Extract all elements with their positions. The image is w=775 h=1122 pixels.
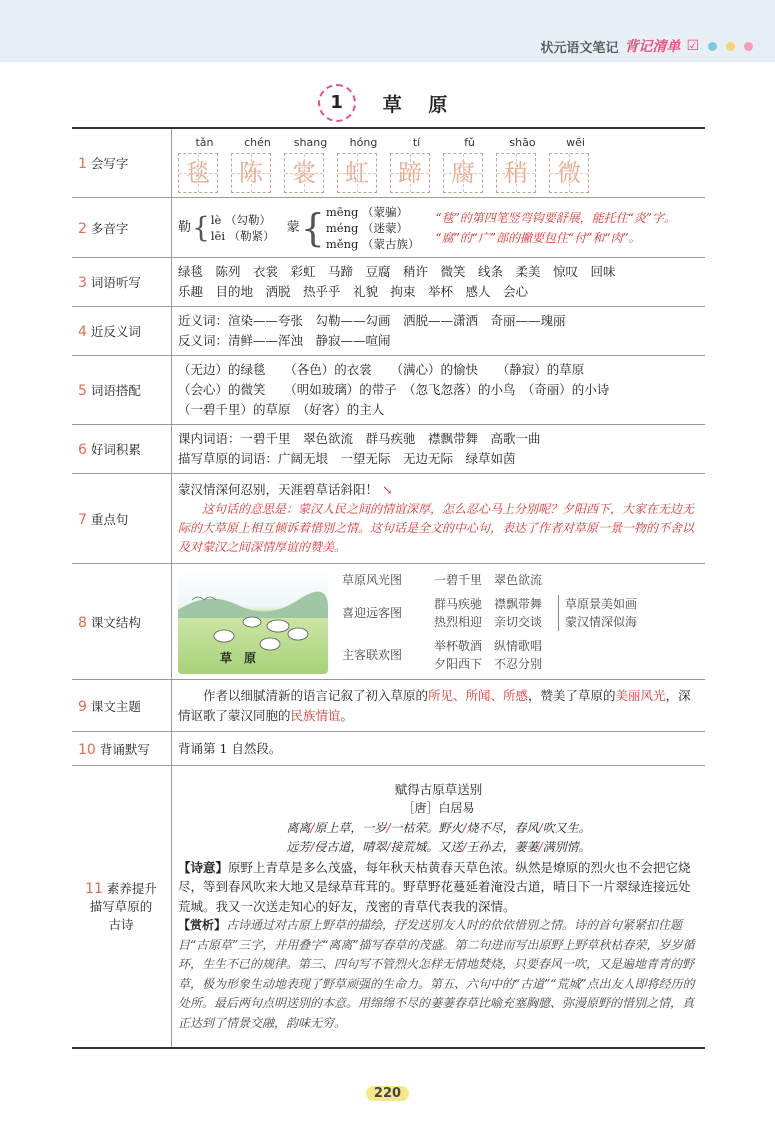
polyphone-le: 勒	[178, 219, 192, 235]
character-cell	[337, 133, 390, 193]
pinyin: shāo	[509, 136, 536, 149]
collocation-line-2: （会心）的微笑 （明如玻璃）的带子 （忽飞忽落）的小鸟 （奇丽）的小诗	[178, 382, 610, 397]
le-reading-1: lè （勾勒）	[210, 212, 271, 227]
row-label: 9 课文主题	[72, 680, 172, 732]
character-cell	[443, 133, 496, 193]
pinyin: chén	[244, 136, 271, 149]
character: 裳	[284, 153, 324, 193]
good-words-line-1: 课内词语：一碧千里 翠色欲流 群马疾驰 襟飘带舞 高歌一曲	[178, 431, 541, 446]
character: 稍	[496, 153, 536, 193]
dictation-line-1: 绿毯 陈列 衣裳 彩虹 马蹄 豆腐 稍许 微笑 线条 柔美 惊叹 回味	[178, 264, 616, 279]
meng-reading-1: mēng （蒙骗）	[325, 204, 409, 219]
row-label: 1 会写字	[72, 128, 172, 198]
lesson-name: 草 原	[382, 93, 458, 116]
row-recitation	[72, 732, 705, 766]
row-content	[172, 258, 706, 307]
scene-1-title: 草原风光图	[342, 572, 403, 587]
illustration-caption: 草 原	[220, 650, 257, 665]
grassland-illustration	[178, 570, 328, 674]
poem-title: 赋得古原草送别	[394, 781, 483, 797]
scene-3-desc-2: 夕阳西下 不忍分别	[434, 656, 543, 671]
scene-1-desc: 一碧千里 翠色欲流	[434, 572, 543, 587]
character-grid	[178, 133, 699, 193]
row-label: 11 素养提升 描写草原的 古诗	[72, 766, 172, 1048]
pinyin: tí	[412, 136, 421, 149]
character: 蹄	[390, 153, 430, 193]
pinyin: wēi	[566, 136, 585, 149]
row-content	[172, 474, 706, 564]
good-words-line-2: 描写草原的词语：广阔无垠 一望无际 无边无际 绿草如茵	[178, 451, 516, 466]
character-cell	[390, 133, 443, 193]
synonyms-line: 近义词：渲染——夸张 勾勒——勾画 洒脱——潇洒 奇丽——瑰丽	[178, 313, 566, 328]
dictation-line-2: 乐趣 目的地 洒脱 热乎乎 礼貌 拘束 举杯 感人 会心	[178, 284, 529, 299]
le-reading-2: lēi （勒紧）	[210, 228, 275, 243]
theme-text: 作者以细腻清新的语言记叙了初入草原的所见、所闻、所感，赞美了草原的美丽风光，深情讴歌了蒙汉同胞的民族情谊。	[178, 687, 691, 723]
row-label: 5 词语搭配	[72, 356, 172, 425]
row-structure	[72, 564, 705, 680]
row-synonyms	[72, 307, 705, 356]
poem-author: ［唐］白居易	[402, 801, 475, 815]
row-content	[172, 564, 706, 680]
writing-tip-1: “毯”的第四笔竖弯钩要舒展，能托住“炎”字。	[435, 210, 677, 225]
row-label: 4 近反义词	[72, 307, 172, 356]
brand-header	[540, 36, 753, 56]
scene-2-desc-1: 群马疾驰 襟飘带舞	[434, 596, 543, 611]
character-cell	[496, 133, 549, 193]
top-banner	[0, 0, 775, 62]
summary-1: 草原景美如画	[565, 596, 638, 611]
row-label: 10 背诵默写	[72, 732, 172, 766]
row-good-words	[72, 425, 705, 474]
character: 陈	[231, 153, 271, 193]
row-content	[172, 680, 706, 732]
row-poem	[72, 766, 705, 1048]
row-label: 2 多音字	[72, 198, 172, 258]
polyphone-meng: 蒙	[286, 219, 300, 235]
poem-verse-1: 离离/原上草，一岁/一枯荣。野火/烧不尽，春风/吹又生。	[286, 820, 591, 835]
meng-reading-3: měng （蒙古族）	[325, 236, 420, 251]
character-cell	[549, 133, 602, 193]
row-label: 3 词语听写	[72, 258, 172, 307]
poem-verse-2: 远芳/侵古道，晴翠/接荒城。又送/王孙去，萋萋/满别情。	[286, 840, 591, 854]
scene-3-title: 主客联欢图	[342, 647, 403, 662]
pinyin: shang	[293, 136, 328, 149]
pinyin: tǎn	[195, 136, 214, 149]
poem-appreciation: 【赏析】古诗通过对古原上野草的描绘，抒发送别友人时的依依惜别之情。诗的首句紧紧扣住题目“古原草”三字，并用叠字“离离”描写春草的茂盛。第二句进而写出原野上野草秋枯春荣，岁岁循环，生生不已的规律。第三、四句写不管烈火怎样无情地焚烧，只要春风一吹，又是遍地青青的野草，极为形象生动地表现了野草顽强的生命力。第五、六句中的“古道”“荒城”点出友人即将经历的处所。最后两句点明送别的本意。用绵绵不尽的萋萋春草比喻充塞胸臆、弥漫原野的惜别之情，真正达到了情景交融，韵味无穷。	[178, 918, 695, 1030]
row-content	[172, 128, 706, 198]
dot-icon	[726, 42, 735, 51]
arrow-icon: ↘	[382, 482, 393, 497]
study-table	[72, 127, 705, 1049]
row-collocation	[72, 356, 705, 425]
antonyms-line: 反义词：清鲜——浑浊 静寂——喧闹	[178, 333, 391, 348]
character: 微	[549, 153, 589, 193]
collocation-line-3: （一碧千里）的草原 （好客）的主人	[178, 402, 385, 417]
scene-2-title: 喜迎远客图	[342, 605, 403, 620]
checkmark-icon: ☑	[686, 38, 699, 54]
page-number: 220	[366, 1086, 409, 1101]
meng-reading-2: méng （迷蒙）	[325, 220, 409, 235]
row-label: 8 课文结构	[72, 564, 172, 680]
character: 虹	[337, 153, 377, 193]
row-dictation	[72, 258, 705, 307]
row-content	[172, 356, 706, 425]
row-content: 背诵第 1 自然段。	[172, 732, 706, 766]
row-key-sentence	[72, 474, 705, 564]
row-content: 勒 { lè （勾勒） lēi （勒紧） 蒙 { mēng （蒙骗） méng （迷蒙） měng （蒙古族） “毯”的第四笔竖弯钩要舒展，能托住“炎”字。 “腐”的“广”部的撇要包住“付”和“肉”。	[172, 198, 706, 258]
row-content	[172, 766, 706, 1048]
dot-icon	[708, 42, 717, 51]
key-sentence: 蒙汉情深何忍别，天涯碧草话斜阳！ ↘	[178, 482, 393, 497]
pinyin: fǔ	[464, 136, 475, 149]
key-sentence-explanation: 这句话的意思是：蒙汉人民之间的情谊深厚，怎么忍心马上分别呢？夕阳西下，大家在无边无际的大草原上相互倾诉着惜别之情。这句话是全文的中心句，表达了作者对草原一景一物的不舍以及对蒙汉之间深情厚谊的赞美。	[178, 502, 695, 554]
poem-meaning: 【诗意】原野上青草是多么茂盛，每年秋天枯黄春天草色浓。纵然是燎原的烈火也不会把它烧尽，等到春风吹来大地又是绿草茸茸的。野草野花蔓延着淹没古道，晴日下一片翠绿连接远处荒城。我又一次送走知心的好友，茂密的青草代表我的深情。	[178, 859, 691, 914]
page-footer	[0, 1082, 775, 1101]
book-title: 状元语文笔记	[540, 40, 619, 56]
character: 腐	[443, 153, 483, 193]
lesson-title	[0, 84, 775, 122]
row-polyphonic	[72, 198, 705, 258]
row-content	[172, 307, 706, 356]
scene-2-desc-2: 热烈相迎 亲切交谈	[434, 614, 543, 629]
dot-icon	[744, 42, 753, 51]
collocation-line-1: （无边）的绿毯 （各色）的衣裳 （满心）的愉快 （静寂）的草原	[178, 362, 585, 377]
row-theme	[72, 680, 705, 732]
character-cell	[178, 133, 231, 193]
row-content	[172, 425, 706, 474]
character-cell	[231, 133, 284, 193]
scene-3-desc-1: 举杯敬酒 纵情歌唱	[434, 638, 543, 653]
row-label: 7 重点句	[72, 474, 172, 564]
writing-tip-2: “腐”的“广”部的撇要包住“付”和“肉”。	[435, 230, 641, 245]
row-label: 6 好词积累	[72, 425, 172, 474]
row-writing-characters	[72, 128, 705, 198]
summary-2: 蒙汉情深似海	[565, 614, 638, 629]
character: 毯	[178, 153, 218, 193]
character-cell	[284, 133, 337, 193]
pinyin: hóng	[349, 136, 378, 149]
lesson-number: 1	[318, 84, 356, 122]
series-title: 背记清单	[624, 39, 681, 55]
